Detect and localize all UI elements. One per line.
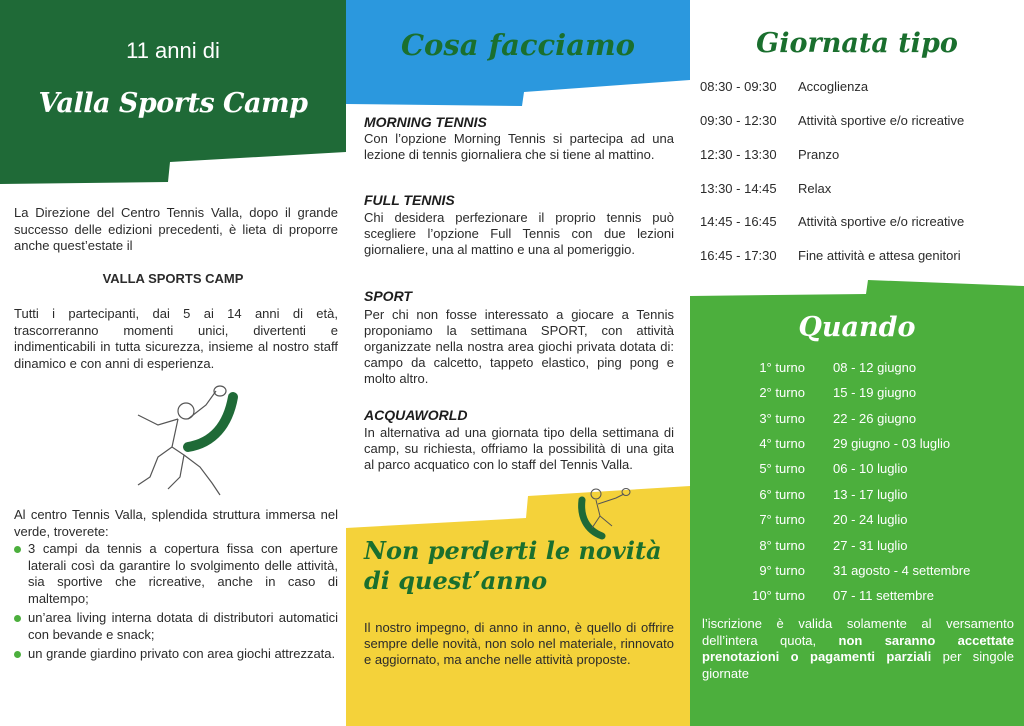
turn-row: 8° turno 27 - 31 luglio [759, 538, 908, 553]
list-item: 3 campi da tennis a copertura fissa con aperture laterali così da garantire lo svolgimento delle attività, sia sportive che ricreative, anche in caso di maltempo; [14, 541, 338, 607]
intro-paragraph-2: Tutti i partecipanti, dai 5 ai 14 anni di età, trascorreranno momenti unici, divertenti e indimenticabili in tutta sicurezza, insieme al nostro staff dinamico e con anni di esperienza. [14, 306, 338, 371]
section-text-morning-tennis: Con l’opzione Morning Tennis si partecipa ad una lezione di tennis giornaliera che si tiene al mattino. [364, 131, 674, 162]
bullet-icon [14, 546, 21, 553]
intro-title: Valla Sports Camp [38, 88, 308, 119]
turn-row: 2° turno 15 - 19 giugno [759, 385, 917, 400]
activities-panel [346, 0, 690, 726]
section-text-full-tennis: Chi desidera perfezionare il proprio tennis può scegliere l’opzione Full Tennis con due lezioni giornaliere, una al mattino e una al pomeriggio. [364, 210, 674, 257]
list-item: un grande giardino privato con area giochi attrezzata. [14, 646, 338, 663]
section-heading-acquaworld: ACQUAWORLD [364, 407, 468, 423]
section-text-sport: Per chi non fosse interessato a giocare a Tennis proponiamo la settimana SPORT, con attività organizzate nella nostra area giochi privata dotata di: campo da calcetto, tappeto elastico, ping pong e molto altro. [364, 307, 674, 386]
turn-row: 10° turno 07 - 11 settembre [752, 588, 934, 603]
activities-title: Cosa facciamo [400, 28, 636, 62]
turn-row: 7° turno 20 - 24 luglio [759, 512, 908, 527]
turn-row: 4° turno 29 giugno - 03 luglio [759, 436, 951, 451]
schedule-panel: Giornata tipo 08:30 - 09:30 Accoglienza 09:30 - 12:30 Attività sportive e/o ricreative 12:30 - 13:30 Pranzo 13:30 - 14:45 Relax 14:45 - 16:45 Attività sportive e/o ricreative 16:45 - 17:30 Fine attività e attesa genitori Quando 1° turno 08 - 12 giugno 2° turno 15 - 19 giugno 3° turno 22 - 26 giugno 4° turno 29 giugno - 03 luglio 5° turno 06 - 10 luglio 6° turno 13 - 17 luglio 7° turno 20 - 24 luglio 8° turno 27 - 31 luglio 9° turno 31 agosto - 4 settembre 10° turno 07 - 11 settembre l’iscrizione è valida solamente al versamento dell’intera quota, non saranno accettate prenotazioni o pagamenti parziali per singole giornate [690, 0, 1024, 726]
intro-paragraph-1: La Direzione del Centro Tennis Valla, dopo il grande successo delle edizioni precedenti, è lieta di proporre anche quest’estate il [14, 205, 338, 253]
facilities-list [14, 541, 338, 666]
list-item: un’area living interna dotata di distributori automatici con bevande e snack; [14, 610, 338, 643]
section-text-acquaworld: In alternativa ad una giornata tipo della settimana di camp, su richiesta, offriamo la possibilità di una gita al parco acquatico con lo staff del Tennis Valla. [364, 425, 674, 472]
turn-row: 5° turno 06 - 10 luglio [759, 461, 908, 476]
bullet-icon [14, 615, 21, 622]
schedule-title: Giornata tipo [756, 28, 958, 59]
small-tennis-player-illustration [574, 482, 632, 542]
section-heading-full-tennis: FULL TENNIS [364, 192, 455, 208]
turn-row: 3° turno 22 - 26 giugno [759, 411, 917, 426]
turn-row: 1° turno 08 - 12 giugno [759, 360, 917, 375]
turn-row: 9° turno 31 agosto - 4 settembre [759, 563, 971, 578]
bullet-icon [14, 651, 21, 658]
tennis-player-illustration [128, 385, 258, 505]
section-heading-morning-tennis: MORNING TENNIS [364, 114, 487, 130]
intro-subtitle: 11 anni di [126, 38, 220, 63]
section-heading-sport: SPORT [364, 288, 412, 304]
when-title: Quando [798, 312, 916, 343]
camp-name: VALLA SPORTS CAMP [102, 271, 244, 286]
registration-note: l’iscrizione è valida solamente al versamento dell’intera quota, non saranno accettate prenotazioni o pagamenti parziali per singole giornate [702, 616, 1014, 681]
intro-panel [0, 0, 346, 726]
news-title: Non perderti le novità di quest’anno [364, 536, 662, 595]
turn-row: 6° turno 13 - 17 luglio [759, 487, 908, 502]
intro-paragraph-3: Al centro Tennis Valla, splendida struttura immersa nel verde, troverete: [14, 507, 338, 539]
news-text: Il nostro impegno, di anno in anno, è quello di offrire sempre delle novità, non solo nel materiale, rinnovato e aggiornato, ma anche nelle attività proposte. [364, 620, 674, 667]
